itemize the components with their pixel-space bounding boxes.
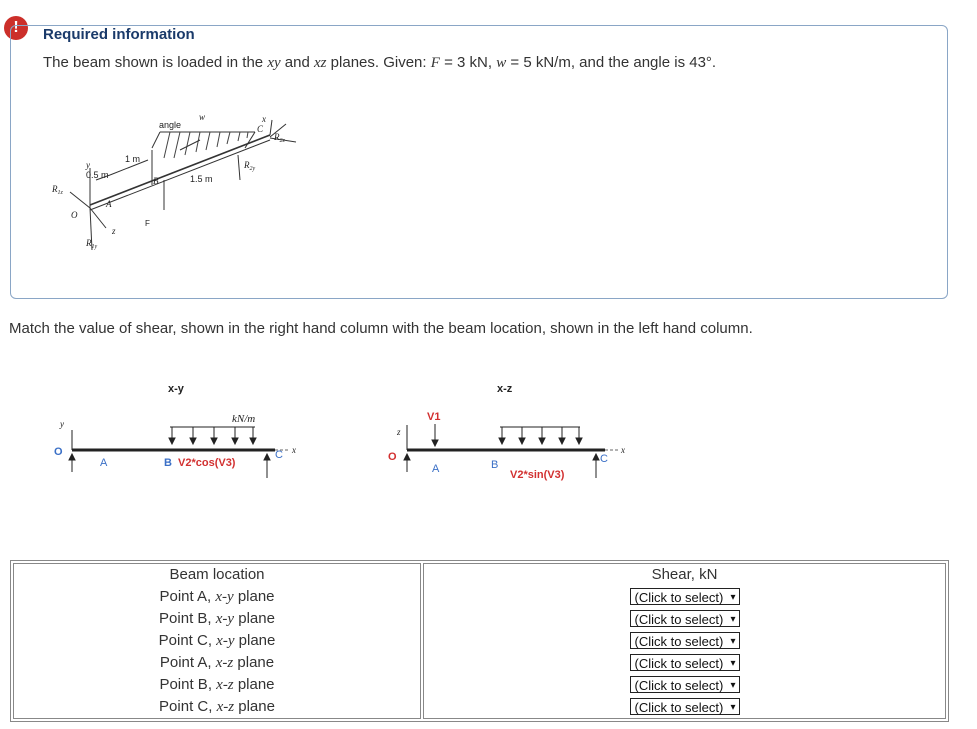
beam-3d-figure (40, 110, 310, 260)
label-A: A (106, 199, 112, 209)
xy-plane-figure (50, 380, 320, 500)
location-row: Point A, x-z plane (159, 654, 275, 671)
label-angle: angle (159, 120, 182, 130)
label-1-5m: 1.5 m (190, 174, 213, 184)
location-row: Point C, x-y plane (158, 632, 276, 649)
xz-origin-label: O (388, 451, 397, 463)
chevron-down-icon: ▾ (730, 680, 736, 691)
shear-header: Shear, kN (651, 566, 718, 583)
label-w: w (199, 112, 206, 122)
chevron-down-icon: ▾ (730, 636, 736, 647)
location-row: Point B, x-y plane (159, 610, 275, 627)
shear-select[interactable]: (Click to select) ▾ (630, 676, 740, 693)
matching-table (10, 560, 949, 722)
label-x: x (262, 114, 266, 124)
label-C: C (257, 124, 264, 134)
shear-select[interactable]: (Click to select) ▾ (630, 588, 740, 605)
label-y: y (86, 160, 90, 170)
chevron-down-icon: ▾ (730, 614, 736, 625)
shear-select[interactable]: (Click to select) ▾ (630, 610, 740, 627)
xz-point-a: A (432, 463, 440, 475)
label-R1y: $R_{1y}$ (86, 238, 98, 250)
xy-origin-label: O (54, 446, 63, 458)
shear-select[interactable]: (Click to select) ▾ (630, 632, 740, 649)
info-title: Required information (43, 26, 195, 43)
info-text: The beam shown is loaded in the xy and xz planes. Given: F = 3 kN, w = 5 kN/m, and the angle is 43°. (43, 54, 717, 71)
xy-point-a: A (100, 457, 108, 469)
xz-shear-expression: V2*sin(V3) (510, 469, 565, 481)
xz-force-v1: V1 (427, 411, 441, 423)
label-1m: 1 m (125, 154, 141, 164)
chevron-down-icon: ▾ (730, 592, 736, 603)
beam-location-header: Beam location (169, 566, 265, 583)
xz-z-axis-label: z (397, 427, 401, 437)
xz-plane-figure (385, 380, 645, 500)
xy-shear-expression: V2*cos(V3) (178, 457, 236, 469)
shear-column (423, 563, 946, 719)
xz-point-c: C (600, 453, 608, 465)
xy-y-axis-label: y (60, 419, 64, 429)
shear-select[interactable]: (Click to select) ▾ (630, 698, 740, 715)
label-F: F (145, 219, 150, 228)
label-z: z (112, 226, 116, 236)
location-row: Point B, x-z plane (159, 676, 275, 693)
xy-title: x-y (168, 383, 184, 395)
label-B: B (153, 176, 159, 186)
location-row: Point C, x-z plane (159, 698, 275, 715)
xy-x-axis-label: x (292, 445, 296, 455)
location-row: Point A, x-y plane (159, 588, 275, 605)
xy-point-b: B (164, 457, 172, 469)
shear-select[interactable]: (Click to select) ▾ (630, 654, 740, 671)
label-0-5m: 0.5 m (86, 170, 109, 180)
xz-point-b: B (491, 459, 499, 471)
chevron-down-icon: ▾ (730, 658, 736, 669)
label-R2z: $R_{2z}$ (274, 132, 285, 144)
instructions-text: Match the value of shear, shown in the right hand column with the beam location, shown in the left hand column. (9, 320, 753, 337)
alert-icon: ! (4, 16, 28, 40)
label-R2y: $R_{2y}$ (244, 160, 256, 172)
xy-point-c: C (275, 449, 283, 461)
label-O: O (71, 210, 78, 220)
xy-load-label: kN/m (232, 413, 256, 425)
xz-x-axis-label: x (621, 445, 625, 455)
label-R1z: $R_{1z}$ (52, 184, 63, 196)
xz-title: x-z (497, 383, 513, 395)
chevron-down-icon: ▾ (730, 702, 736, 713)
beam-location-column (13, 563, 421, 719)
